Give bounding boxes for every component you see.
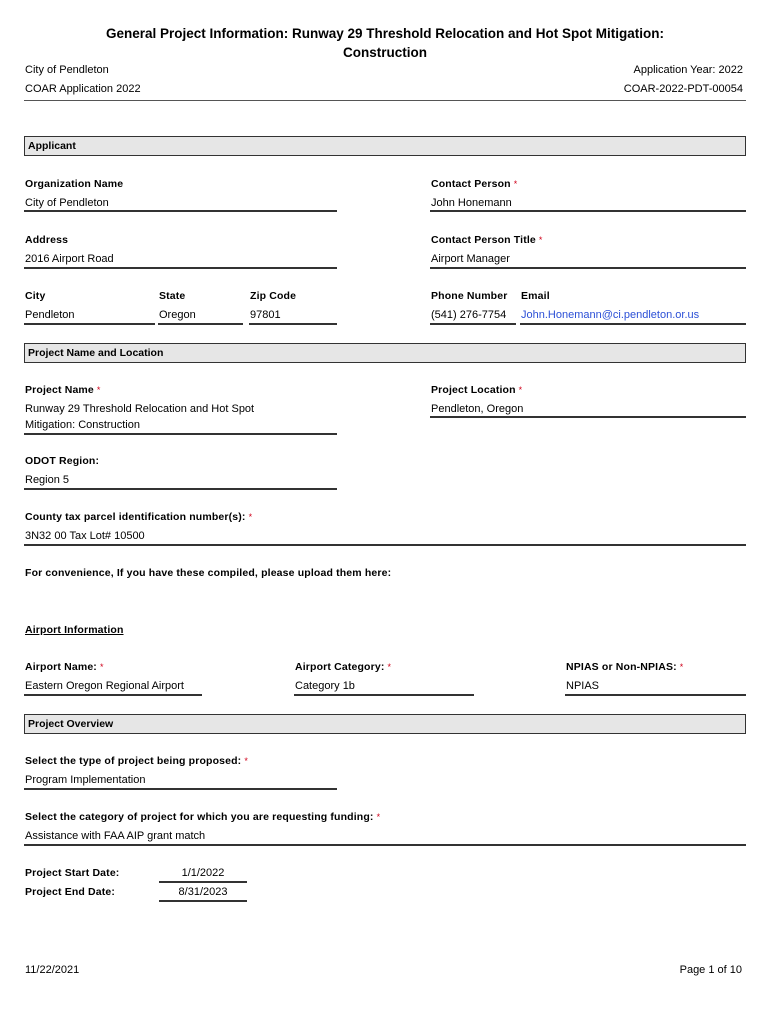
funding-category-underline — [24, 844, 746, 846]
email-link[interactable]: John.Honemann@ci.pendleton.or.us — [521, 309, 700, 321]
zip-underline — [249, 323, 337, 325]
npias-label: NPIAS or Non-NPIAS: * — [566, 661, 684, 673]
end-date-underline — [159, 900, 247, 902]
airport-name-value[interactable]: Eastern Oregon Regional Airport — [25, 680, 184, 692]
contact-underline — [430, 210, 746, 212]
airport-name-underline — [24, 694, 202, 696]
parcel-label: County tax parcel identification number(s): * — [25, 511, 253, 523]
airport-name-label: Airport Name: * — [25, 661, 104, 673]
state-label: State — [159, 290, 186, 302]
section-project-name-location: Project Name and Location — [24, 343, 746, 363]
airport-information-heading: Airport Information — [25, 624, 124, 636]
city-underline — [24, 323, 155, 325]
required-mark: * — [248, 512, 253, 522]
document-title — [0, 24, 770, 62]
start-date-label: Project Start Date: — [25, 867, 120, 879]
title-line-1: General Project Information: Runway 29 Threshold Relocation and Hot Spot Mitigation: — [105, 26, 665, 41]
start-date-underline — [159, 881, 247, 883]
parcel-value[interactable]: 3N32 00 Tax Lot# 10500 — [25, 530, 145, 542]
required-mark: * — [96, 385, 101, 395]
contact-title-value[interactable]: Airport Manager — [431, 253, 510, 265]
required-mark: * — [538, 235, 543, 245]
footer-date: 11/22/2021 — [25, 964, 80, 976]
phone-underline — [430, 323, 516, 325]
required-mark: * — [513, 179, 518, 189]
required-mark: * — [387, 662, 392, 672]
address-value[interactable]: 2016 Airport Road — [25, 253, 114, 265]
odot-region-label: ODOT Region: — [25, 455, 100, 467]
state-underline — [158, 323, 243, 325]
end-date-value[interactable]: 8/31/2023 — [178, 886, 228, 898]
end-date-label: Project End Date: — [25, 886, 116, 898]
funding-category-value[interactable]: Assistance with FAA AIP grant match — [25, 830, 206, 842]
contact-value[interactable]: John Honemann — [431, 197, 512, 209]
project-name-underline — [24, 433, 337, 435]
start-date-value[interactable]: 1/1/2022 — [181, 867, 225, 879]
email-label: Email — [521, 290, 550, 302]
contact-title-label: Contact Person Title * — [431, 234, 543, 246]
header-divider — [24, 100, 746, 101]
header-org: City of Pendleton — [25, 64, 109, 76]
email-underline — [520, 323, 746, 325]
required-mark: * — [244, 756, 248, 766]
org-name-underline — [24, 210, 337, 212]
project-type-value[interactable]: Program Implementation — [25, 774, 146, 786]
contact-label: Contact Person * — [431, 178, 518, 190]
npias-underline — [565, 694, 746, 696]
org-name-value[interactable]: City of Pendleton — [25, 197, 109, 209]
city-label: City — [25, 290, 46, 302]
project-name-line-2: Mitigation: Construction — [25, 419, 140, 431]
required-mark: * — [518, 385, 523, 395]
project-location-underline — [430, 416, 746, 418]
airport-category-label: Airport Category: * — [295, 661, 392, 673]
project-type-underline — [24, 788, 337, 790]
required-mark: * — [679, 662, 684, 672]
page-number: Page 1 of 10 — [679, 964, 742, 976]
address-label: Address — [25, 234, 69, 246]
required-mark: * — [376, 812, 381, 822]
zip-value[interactable]: 97801 — [250, 309, 281, 321]
project-name-label: Project Name * — [25, 384, 101, 396]
application-year: Application Year: 2022 — [633, 64, 743, 76]
org-name-label: Organization Name — [25, 178, 124, 190]
required-mark: * — [99, 662, 104, 672]
city-value[interactable]: Pendleton — [25, 309, 75, 321]
project-name-value[interactable] — [25, 401, 254, 433]
project-location-label: Project Location * — [431, 384, 523, 396]
contact-title-underline — [430, 267, 746, 269]
airport-category-value[interactable]: Category 1b — [295, 680, 355, 692]
phone-label: Phone Number — [431, 290, 508, 302]
upload-note: For convenience, If you have these compiled, please upload them here: — [25, 567, 392, 579]
state-value[interactable]: Oregon — [159, 309, 196, 321]
address-underline — [24, 267, 337, 269]
application-id: COAR-2022-PDT-00054 — [623, 83, 743, 95]
odot-region-underline — [24, 488, 337, 490]
parcel-underline — [24, 544, 746, 546]
funding-category-label: Select the category of project for which you are requesting funding: * — [25, 811, 381, 823]
zip-label: Zip Code — [250, 290, 297, 302]
phone-value[interactable]: (541) 276-7754 — [431, 309, 507, 321]
odot-region-value[interactable]: Region 5 — [25, 474, 70, 486]
section-project-overview: Project Overview — [24, 714, 746, 734]
airport-category-underline — [294, 694, 474, 696]
project-type-label: Select the type of project being proposed: * — [25, 755, 248, 767]
project-name-line-1: Runway 29 Threshold Relocation and Hot Spot — [25, 403, 255, 415]
title-line-2: Construction — [343, 45, 427, 60]
section-applicant: Applicant — [24, 136, 746, 156]
npias-value[interactable]: NPIAS — [566, 680, 600, 692]
application-name: COAR Application 2022 — [25, 83, 141, 95]
project-location-value[interactable]: Pendleton, Oregon — [431, 403, 524, 415]
